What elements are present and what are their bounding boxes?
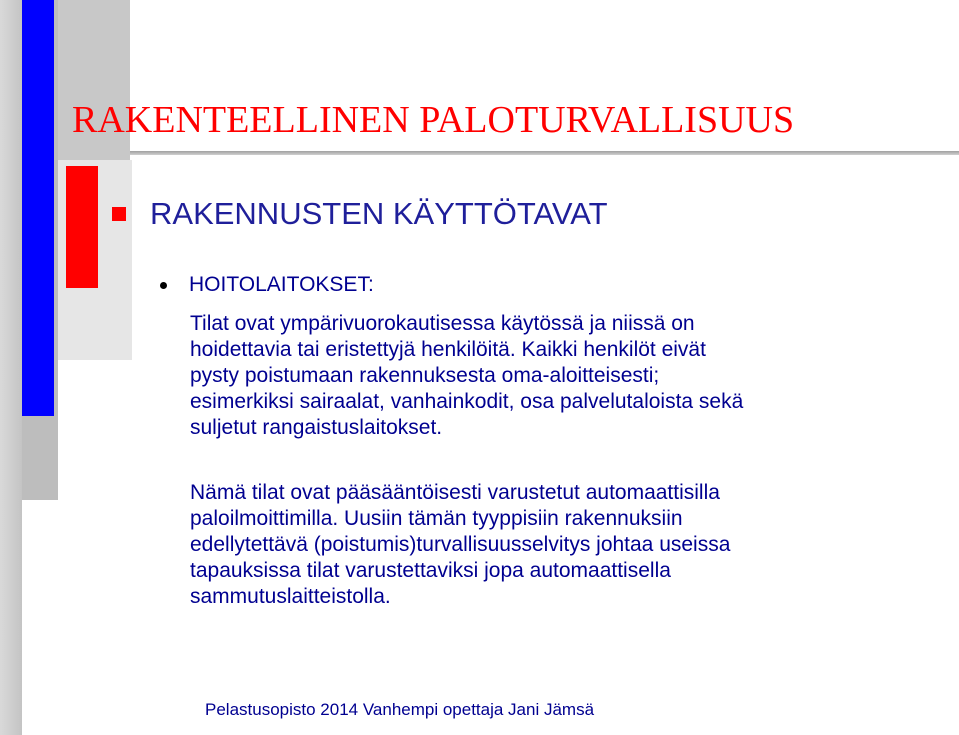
paragraph-line: sammutuslaitteistolla.	[190, 585, 391, 608]
sub-heading: HOITOLAITOKSET:	[189, 273, 374, 296]
paragraph-line: hoidettavia tai eristettyjä henkilöitä. Kaikki henkilöt eivät	[190, 338, 706, 361]
paragraph-care-facilities	[190, 311, 743, 441]
paragraph-line: suljetut rangaistuslaitokset.	[190, 416, 443, 439]
paragraph-line: paloilmoittimilla. Uusiin tämän tyyppisiin rakennuksiin	[190, 507, 683, 530]
section-heading-row	[112, 196, 608, 232]
square-bullet-icon	[112, 207, 126, 221]
paragraph-line: esimerkiksi sairaalat, vanhainkodit, osa palvelutaloista sekä	[190, 390, 744, 413]
section-heading: RAKENNUSTEN KÄYTTÖTAVAT	[150, 196, 608, 231]
slide-title: RAKENTEELLINEN PALOTURVALLISUUS	[72, 99, 795, 141]
paragraph-fire-alarms	[190, 480, 730, 610]
decor-gray-strip	[0, 0, 22, 735]
paragraph-line: tapauksissa tilat varustettaviksi jopa automaattisella	[190, 559, 671, 582]
sub-heading-row	[160, 273, 374, 297]
paragraph-line: Tilat ovat ympärivuorokautisessa käytössä ja niissä on	[190, 312, 695, 335]
paragraph-line: edellytettävä (poistumis)turvallisuusselvitys johtaa useissa	[190, 533, 731, 556]
paragraph-line: Nämä tilat ovat pääsääntöisesti varustetut automaattisilla	[190, 481, 720, 504]
title-underline	[130, 151, 959, 155]
paragraph-line: pysty poistumaan rakennuksesta oma-aloitteisesti;	[190, 364, 660, 387]
dot-bullet-icon	[160, 282, 167, 289]
footer-credit: Pelastusopisto 2014 Vanhempi opettaja Jani Jämsä	[205, 700, 595, 719]
decor-red-block	[66, 166, 98, 288]
decor-blue-bar	[22, 0, 54, 416]
